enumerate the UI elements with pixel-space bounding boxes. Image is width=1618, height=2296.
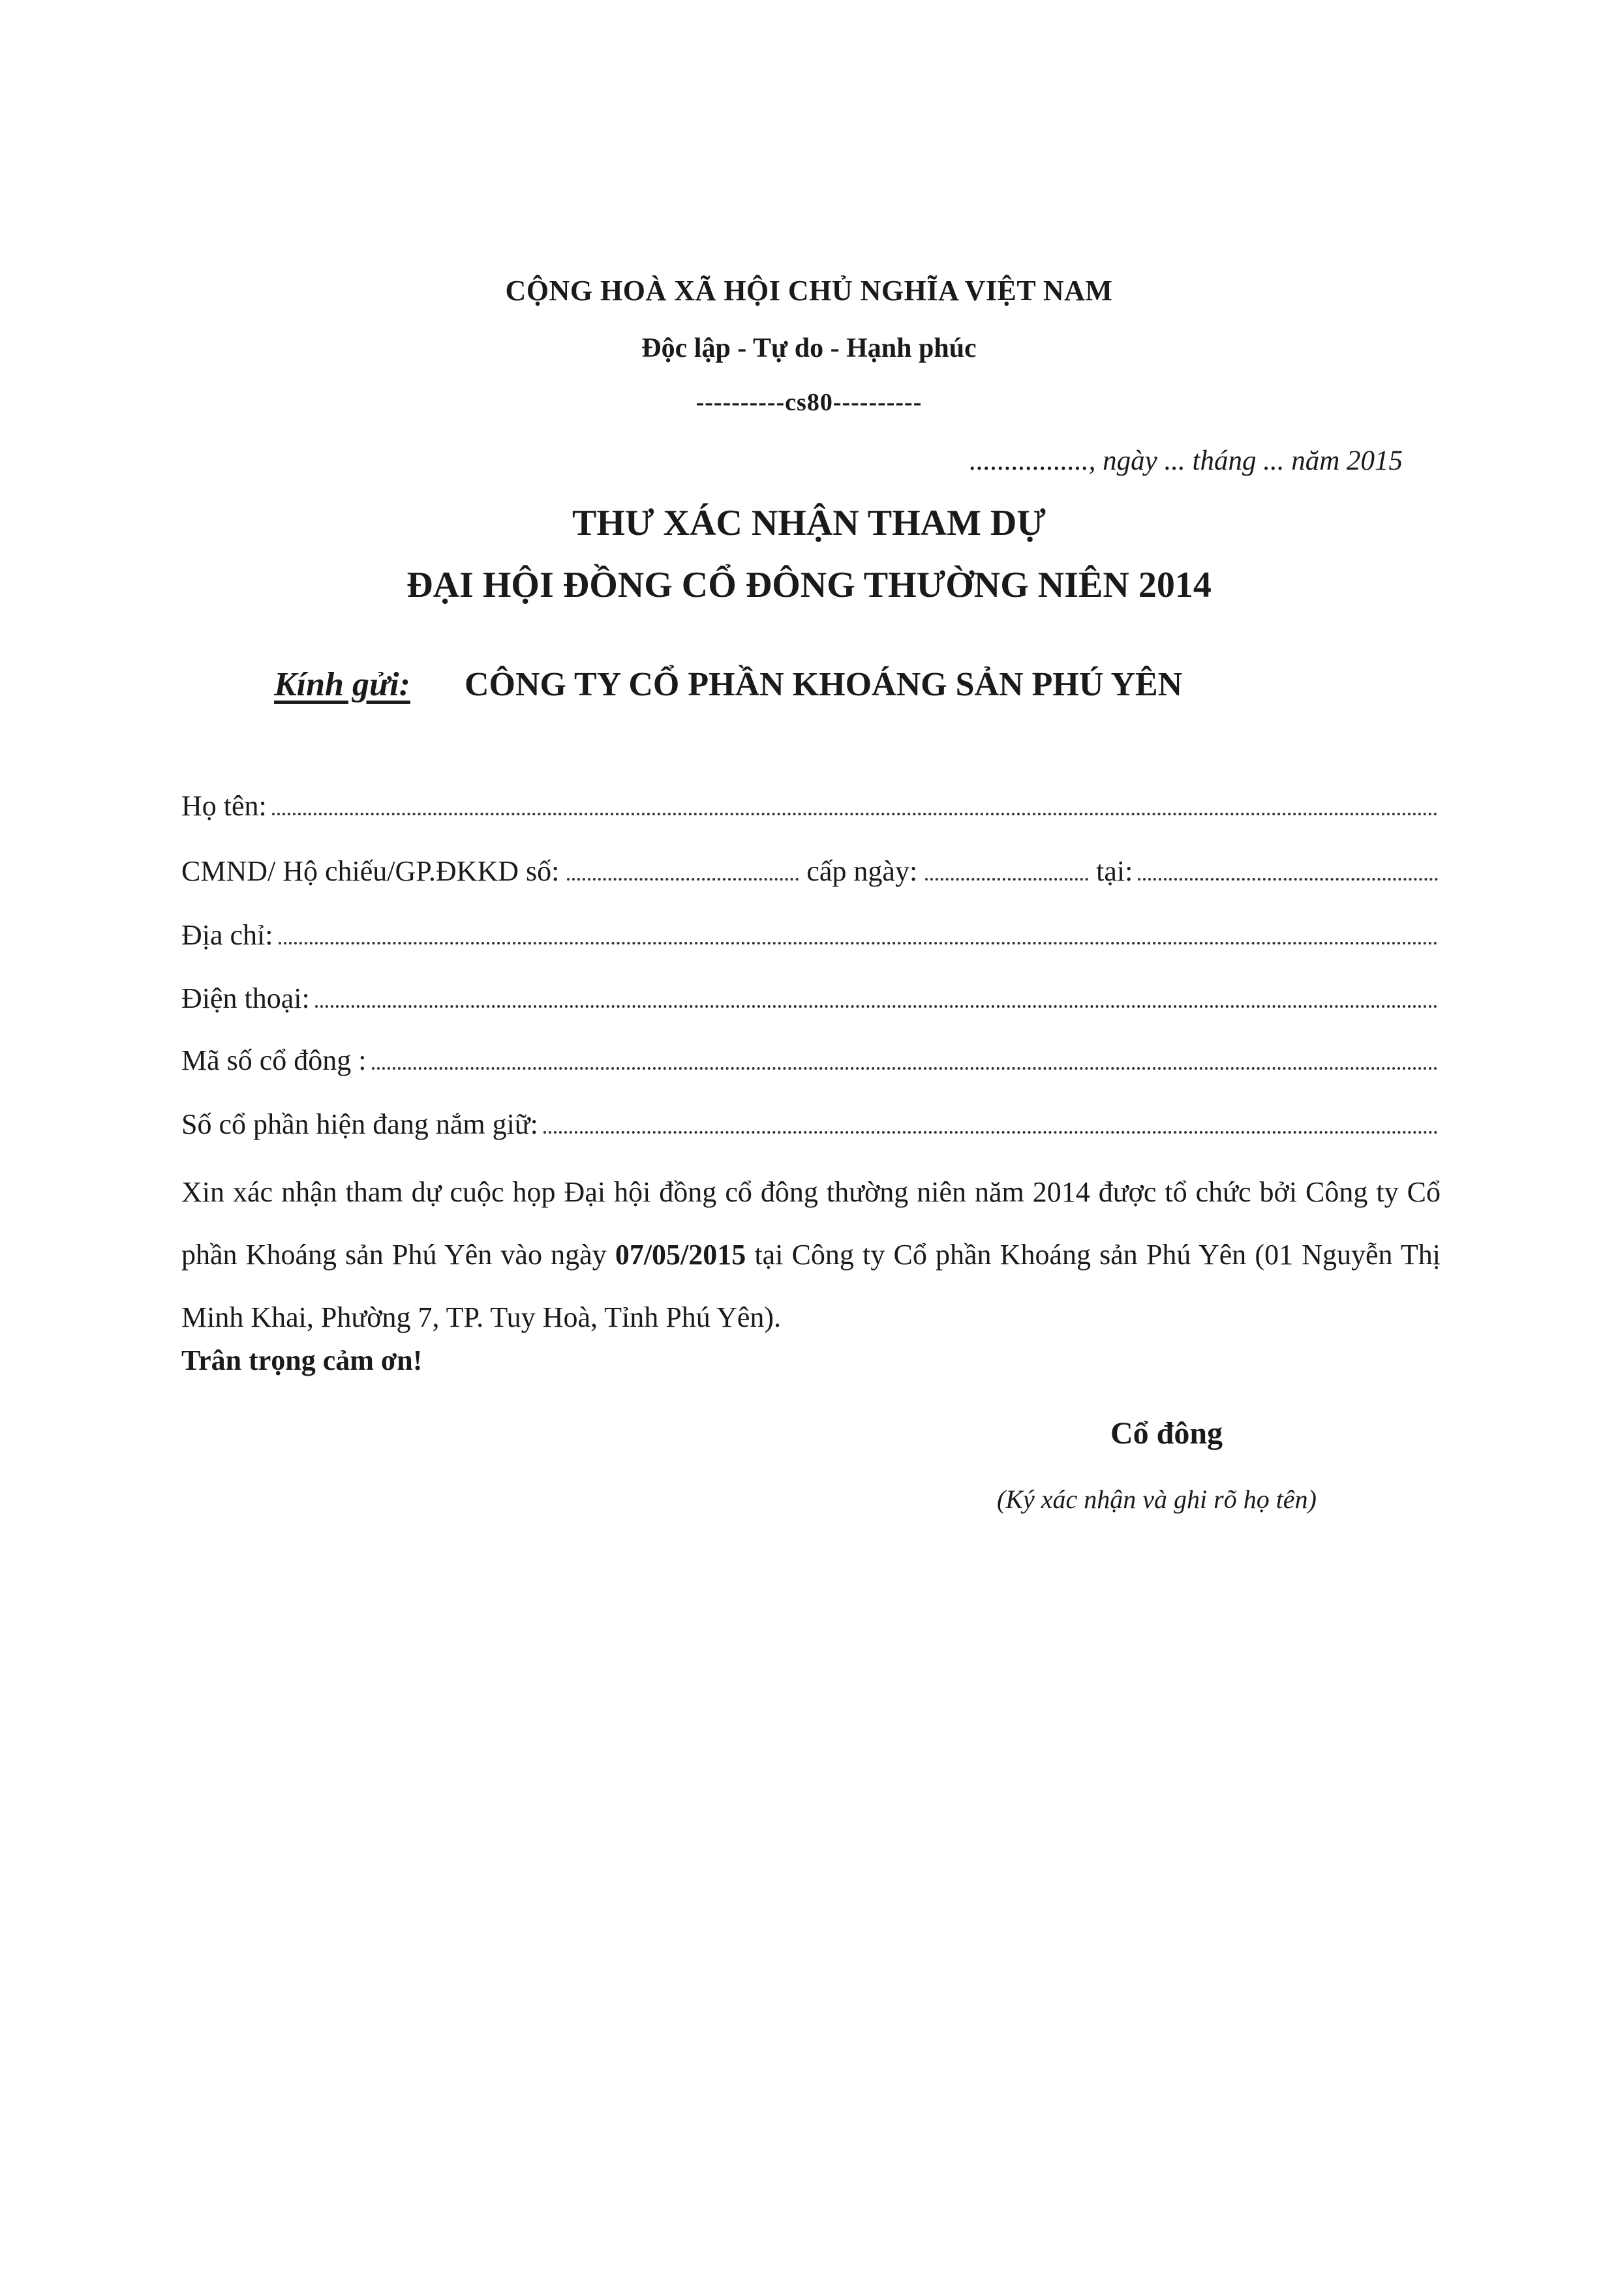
phone-field-blank[interactable]	[315, 1005, 1438, 1008]
confirmation-text-part2: tại Công ty Cổ phần Khoáng sản Phú Yên (01 Nguyễn Thị Minh Khai, Phường 7, TP. Tuy Hoà, Tỉnh Phú Yên).	[181, 1239, 1441, 1333]
document-title-line1: THƯ XÁC NHẬN THAM DỰ	[572, 503, 1046, 543]
id-field-row	[181, 854, 1441, 894]
id-field-blank[interactable]	[567, 878, 799, 881]
recipient-name: CÔNG TY CỔ PHẦN KHOÁNG SẢN PHÚ YÊN	[465, 666, 1183, 703]
shareholder-code-blank[interactable]	[372, 1067, 1438, 1070]
phone-field[interactable]	[181, 982, 1441, 1021]
closing-remark: Trân trọng cảm ơn!	[181, 1344, 423, 1376]
address-field[interactable]	[181, 918, 1441, 958]
shares-held-label: Số cổ phần hiện đang nắm giữ:	[181, 1108, 538, 1140]
signer-title: Cổ đông	[1110, 1416, 1223, 1451]
motto-heading: Độc lập - Tự do - Hạnh phúc	[641, 333, 977, 363]
nation-heading: CỘNG HOÀ XÃ HỘI CHỦ NGHĨA VIỆT NAM	[505, 275, 1113, 307]
address-field-label: Địa chỉ:	[181, 919, 273, 951]
document-title-line2: ĐẠI HỘI ĐỒNG CỔ ĐÔNG THƯỜNG NIÊN 2014	[406, 565, 1212, 605]
address-field-blank[interactable]	[279, 942, 1438, 944]
signature-note: (Ký xác nhận và ghi rõ họ tên)	[997, 1485, 1317, 1514]
shareholder-code-label: Mã số cổ đông :	[181, 1044, 367, 1076]
recipient-label: Kính gửi:	[274, 666, 410, 703]
id-field-label: CMND/ Hộ chiếu/GP.ĐKKD số:	[181, 855, 560, 887]
name-field[interactable]	[181, 789, 1441, 828]
meeting-date: 07/05/2015	[615, 1239, 746, 1271]
place-date-line: ................., ngày ... tháng ... năm 2015	[969, 446, 1403, 476]
name-field-label: Họ tên:	[181, 790, 267, 822]
confirmation-paragraph	[181, 1161, 1441, 1349]
confirmation-text-part1: Xin xác nhận tham dự cuộc họp Đại hội đồng cổ đông thường niên năm 2014 được tổ chức bởi Công ty Cổ phần Khoáng sản Phú Yên vào ngày	[181, 1176, 1441, 1271]
ornament-divider: ----------cs80----------	[695, 389, 923, 416]
issue-date-label: cấp ngày:	[806, 855, 918, 887]
issue-place-blank[interactable]	[1138, 878, 1438, 881]
shares-held-field[interactable]	[181, 1108, 1441, 1147]
phone-field-label: Điện thoại:	[181, 982, 310, 1014]
issue-date-blank[interactable]	[925, 878, 1088, 881]
shares-held-blank[interactable]	[543, 1131, 1438, 1134]
name-field-blank[interactable]	[272, 813, 1438, 815]
shareholder-code-field[interactable]	[181, 1044, 1441, 1083]
issue-place-label: tại:	[1096, 855, 1133, 887]
